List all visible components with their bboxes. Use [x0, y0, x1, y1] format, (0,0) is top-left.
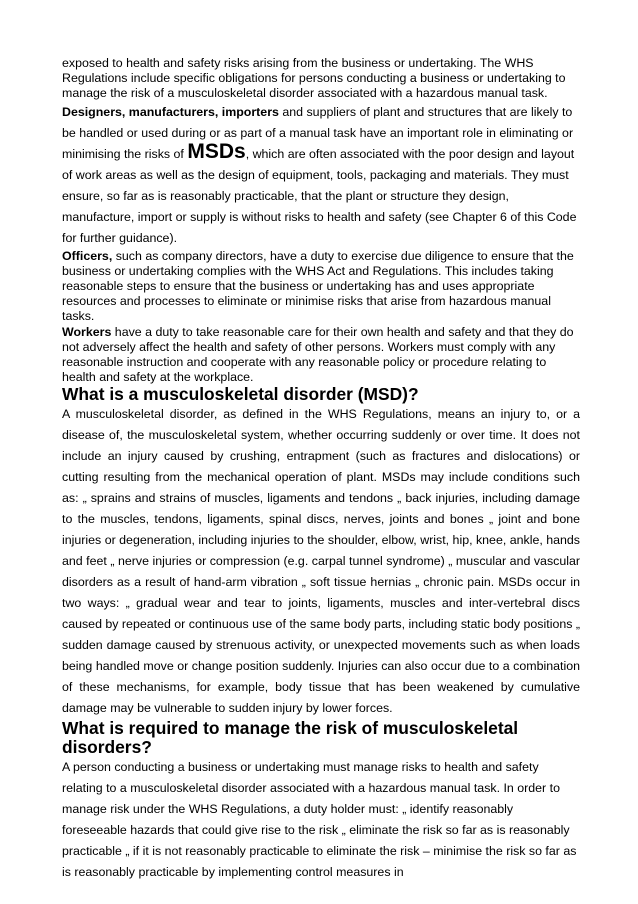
workers-lead: Workers [62, 324, 112, 339]
heading-manage-risk: What is required to manage the risk of musculoskeletal disorders? [62, 718, 519, 758]
officers-paragraph [62, 249, 580, 325]
heading-what-is-msd: What is a musculoskeletal disorder (MSD)? [62, 384, 419, 405]
workers-paragraph [62, 325, 580, 386]
designers-lead: Designers, manufacturers, importers [62, 104, 279, 119]
msd-definition-paragraph: A musculoskeletal disorder, as defined in the WHS Regulations, means an injury to, or a disease of, the musculoskeletal system, whether occurring suddenly or over time. It does not include an injury caused by crushing, entrapment (such as fractures and dislocations) or cutting resulting from the mechanical operation of plant. MSDs may include conditions such as: „ sprains and strains of muscles, ligaments and tendons „ back injuries, including damage to the muscles, tendons, ligaments, spinal discs, nerves, joints and bones „ joint and bone injuries or degeneration, including injuries to the shoulder, elbow, wrist, hip, knee, ankle, hands and feet „ nerve injuries or compression (e.g. carpal tunnel syndrome) „ muscular and vascular disorders as a result of hand-arm vibration „ soft tissue hernias „ chronic pain. MSDs occur in two ways: „ gradual wear and tear to joints, ligaments, muscles and inter-vertebral discs caused by repeated or continuous use of the same body parts, including static body positions „ sudden damage caused by strenuous activity, or unexpected movements such as when loads being handled move or change position suddenly. Injuries can also occur due to a combination of these mechanisms, for example, body tissue that has been weakened by cumulative damage may be vulnerable to sudden injury by lower forces. [62, 407, 580, 716]
designers-text-2: , which are often associated with the poor design and layout of work areas as well as the design of equipment, tools, packaging and materials. They must ensure, so far as is reasonably practicable, that the plant or structure they design, manufacture, import or supply is without risks to health and safety (see Chapter 6 of this Code for further guidance). [62, 146, 577, 245]
manage-risk-paragraph: A person conducting a business or undertaking must manage risks to health and safety relating to a musculoskeletal disorder associated with a hazardous manual task. In order to manage risk under the WHS Regulations, a duty holder must: „ identify reasonably foreseeable hazards that could give rise to the risk „ eliminate the risk so far as is reasonably practicable „ if it is not reasonably practicable to eliminate the risk – minimise the risk so far as is reasonably practicable by implementing control measures in [62, 760, 577, 880]
officers-text: such as company directors, have a duty to exercise due diligence to ensure that the business or undertaking complies with the WHS Act and Regulations. This includes taking reasonable steps to ensure that the business or undertaking has and uses appropriate resources and processes to eliminate or minimise risks that arise from hazardous manual tasks. [62, 248, 574, 324]
intro-paragraph: exposed to health and safety risks arising from the business or undertaking. The WHS Regulations include specific obligations for persons conducting a business or undertaking to manage the risk of a musculoskeletal disorder associated with a hazardous manual task. [62, 56, 566, 101]
officers-lead: Officers, [62, 248, 113, 263]
document-body [62, 56, 580, 883]
workers-text: have a duty to take reasonable care for their own health and safety and that they do not adversely affect the health and safety of other persons. Workers must comply with any reasonable instruction and cooperate with any reasonable policy or procedure relating to health and safety at the workplace. [62, 324, 574, 385]
msds-emphasis: MSDs [187, 139, 246, 163]
designers-text-1: and suppliers of plant and structures that are likely to be handled or used during or as part of a manual task have an important role in eliminating or minimising the risks of [62, 104, 574, 161]
designers-paragraph [62, 102, 580, 249]
